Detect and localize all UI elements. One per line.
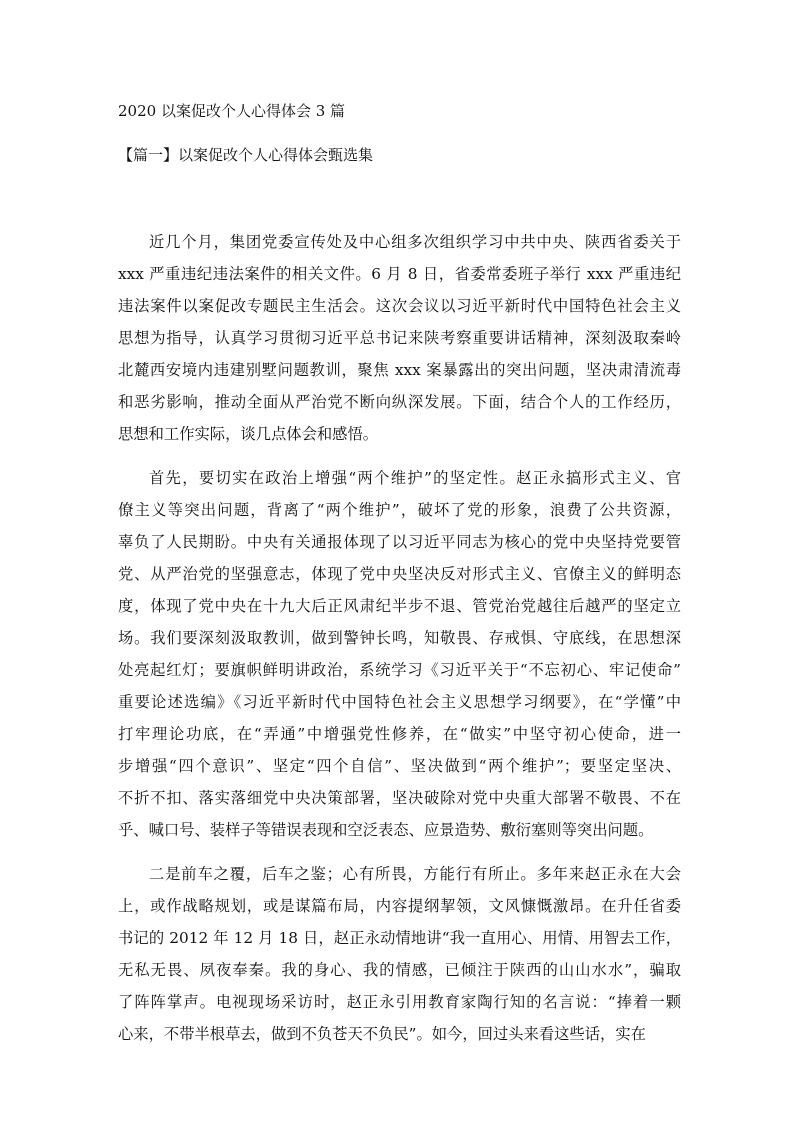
paragraph-line: 打牢理论功底，在“弄通”中增强党性修养，在“做实”中坚守初心使命，进一 bbox=[118, 725, 681, 743]
paragraph-line: 首先，要切实在政治上增强“两个维护”的坚定性。赵正永搞形式主义、官 bbox=[149, 469, 681, 487]
paragraph-line: 步增强“四个意识”、坚定“四个自信”、坚决做到“两个维护”；要坚定坚决、 bbox=[118, 757, 681, 775]
paragraph-line: 近几个月，集团党委宣传处及中心组多次组织学习中共中央、陕西省委关于 bbox=[149, 233, 681, 251]
paragraph-line: 不折不扣、落实落细党中央决策部署，坚决破除对党中央重大部署不敬畏、不在 bbox=[118, 789, 681, 807]
document-body bbox=[118, 226, 681, 1062]
paragraph-line: 重要论述选编》《习近平新时代中国特色社会主义思想学习纲要》，在“学懂”中 bbox=[118, 693, 681, 711]
paragraph-line: 了阵阵掌声。电视现场采访时，赵正永引用教育家陶行知的名言说：“捧着一颗 bbox=[118, 993, 681, 1011]
paragraph-line: 无私无畏、夙夜奉秦。我的身心、我的情感，已倾注于陕西的山山水水”，骗取 bbox=[118, 961, 681, 979]
paragraph-line: 和恶劣影响，推动全面从严治党不断向纵深发展。下面，结合个人的工作经历， bbox=[118, 393, 681, 411]
paragraph-line: 上，或作战略规划，或是谋篇布局，内容提纲挈领，文风慷慨激昂。在升任省委 bbox=[118, 897, 681, 915]
paragraph-line: 党、从严治党的坚强意志，体现了党中央坚决反对形式主义、官僚主义的鲜明态 bbox=[118, 565, 681, 583]
paragraph-line: 违法案件以案促改专题民主生活会。这次会议以习近平新时代中国特色社会主义 bbox=[118, 297, 681, 315]
paragraph-line: 心来，不带半根草去，做到不负苍天不负民”。如今，回过头来看这些话，实在 bbox=[118, 1025, 646, 1043]
paragraph-line: 书记的 2012 年 12 月 18 日，赵正永动情地讲“我一直用心、用情、用智去工作， bbox=[118, 929, 681, 947]
document-subtitle: 【篇一】以案促改个人心得体会甄选集 bbox=[118, 146, 374, 164]
paragraph-line: 思想为指导，认真学习贯彻习近平总书记来陕考察重要讲话精神，深刻汲取秦岭 bbox=[118, 329, 681, 347]
paragraph-line: 僚主义等突出问题，背离了“两个维护”，破坏了党的形象，浪费了公共资源， bbox=[118, 501, 681, 519]
paragraph bbox=[118, 226, 681, 450]
paragraph bbox=[118, 858, 681, 1050]
paragraph-line: 度，体现了党中央在十九大后正风肃纪半步不退、管党治党越往后越严的坚定立 bbox=[118, 597, 681, 615]
paragraph-line: 二是前车之覆，后车之鉴；心有所畏，方能行有所止。多年来赵正永在大会 bbox=[149, 865, 681, 883]
paragraph-line: 处亮起红灯；要旗帜鲜明讲政治，系统学习《习近平关于“不忘初心、牢记使命” bbox=[118, 661, 681, 679]
paragraph-line: 乎、喊口号、装样子等错误表现和空泛表态、应景造势、敷衍塞则等突出问题。 bbox=[118, 821, 654, 839]
paragraph-line: 思想和工作实际，谈几点体会和感悟。 bbox=[118, 425, 379, 443]
paragraph-line: xxx 严重违纪违法案件的相关文件。6 月 8 日，省委常委班子举行 xxx 严重违纪 bbox=[118, 265, 681, 283]
paragraph-line: 北麓西安境内违建别墅问题教训，聚焦 xxx 案暴露出的突出问题，坚决肃清流毒 bbox=[118, 361, 681, 379]
paragraph-line: 辜负了人民期盼。中央有关通报体现了以习近平同志为核心的党中央坚持党要管 bbox=[118, 533, 681, 551]
paragraph-line: 场。我们要深刻汲取教训，做到警钟长鸣，知敬畏、存戒惧、守底线，在思想深 bbox=[118, 629, 681, 647]
document-title: 2020 以案促改个人心得体会 3 篇 bbox=[118, 102, 346, 120]
paragraph bbox=[118, 462, 681, 846]
